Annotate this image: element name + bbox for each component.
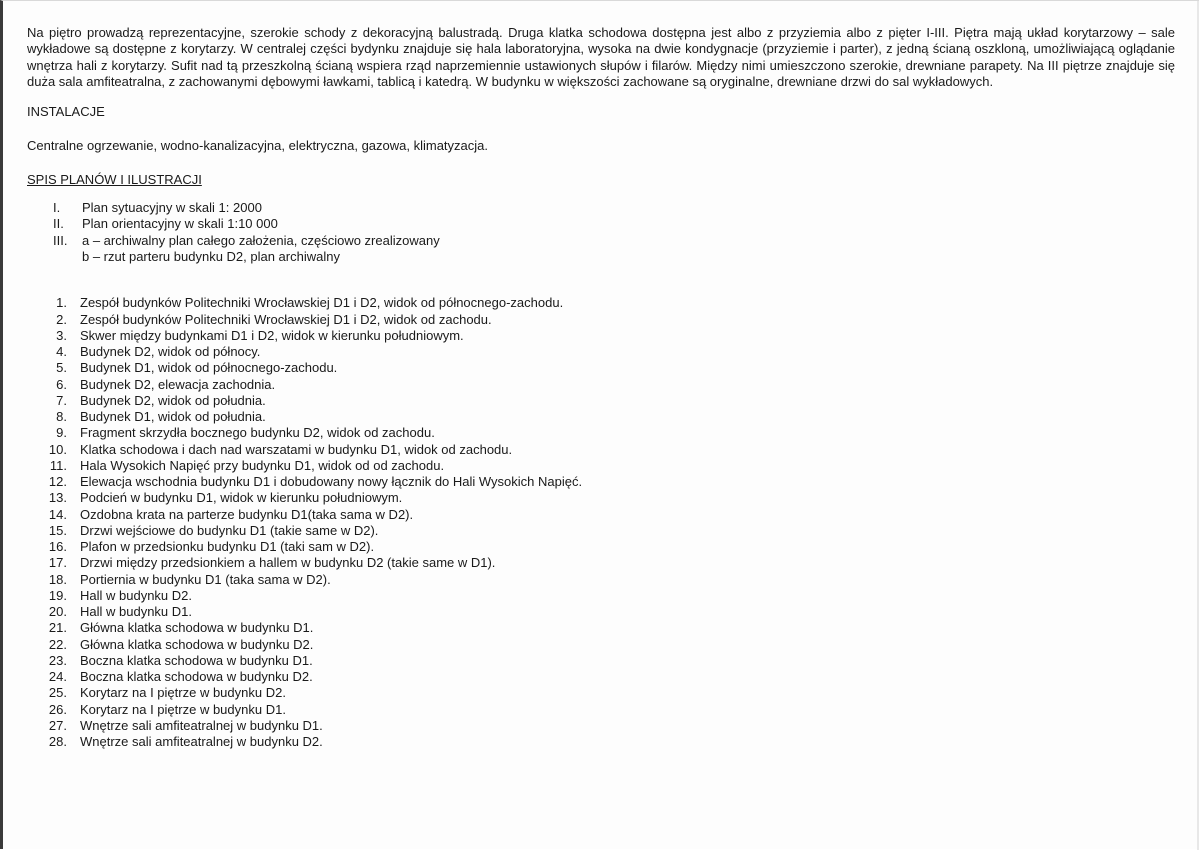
illustration-text: Budynek D2, elewacja zachodnia.: [80, 376, 276, 392]
illustration-list-item: [27, 295, 1175, 311]
illustration-text: Podcień w budynku D1, widok w kierunku południowym.: [80, 490, 403, 506]
plans-list-item: [27, 200, 1175, 216]
illustration-list-item: [27, 458, 1175, 474]
illustration-list-item: [27, 588, 1175, 604]
illustration-text: Drzwi wejściowe do budynku D1 (takie same w D2).: [80, 522, 379, 538]
illustration-number: 7.: [56, 392, 67, 408]
document-content: [27, 25, 1175, 750]
illustration-text: Wnętrze sali amfiteatralnej w budynku D2.: [80, 734, 323, 750]
plans-item-number: III.: [53, 232, 68, 248]
illustration-list-item: [27, 620, 1175, 636]
illustration-list-item: [27, 702, 1175, 718]
plans-list-item: [27, 249, 1175, 265]
illustration-number: 5.: [56, 360, 67, 376]
illustration-number: 20.: [48, 604, 67, 620]
illustration-number: 10.: [48, 441, 67, 457]
illustration-number: 15.: [48, 522, 67, 538]
illustration-list-item: [27, 377, 1175, 393]
illustration-list-item: [27, 312, 1175, 328]
illustration-list-item: [27, 539, 1175, 555]
illustration-number: 17.: [48, 555, 67, 571]
illustration-list-item: [27, 685, 1175, 701]
illustration-list-item: [27, 734, 1175, 750]
installations-heading: INSTALACJE: [27, 104, 105, 120]
illustration-list-item: [27, 490, 1175, 506]
illustration-list-item: [27, 604, 1175, 620]
illustration-list-item: [27, 442, 1175, 458]
illustration-number: 28.: [48, 734, 67, 750]
illustration-text: Boczna klatka schodowa w budynku D1.: [80, 652, 313, 668]
illustration-text: Hall w budynku D1.: [80, 604, 192, 620]
illustration-number: 6.: [56, 376, 67, 392]
illustration-number: 26.: [48, 701, 67, 717]
illustration-text: Budynek D1, widok od północnego-zachodu.: [80, 360, 338, 376]
illustration-list-item: [27, 474, 1175, 490]
illustration-text: Plafon w przedsionku budynku D1 (taki sam w D2).: [80, 539, 375, 555]
illustration-list-item: [27, 344, 1175, 360]
illustration-number: 25.: [48, 685, 67, 701]
illustration-text: Drzwi między przedsionkiem a hallem w budynku D2 (takie same w D1).: [80, 555, 496, 571]
plans-list-item: [27, 233, 1175, 249]
illustration-number: 11.: [49, 457, 67, 473]
illustration-number: 27.: [48, 717, 67, 733]
illustration-number: 1.: [56, 295, 67, 311]
illustration-list-item: [27, 409, 1175, 425]
plans-item-number: I.: [53, 200, 61, 216]
illustration-text: Zespół budynków Politechniki Wrocławskiej D1 i D2, widok od północnego-zachodu.: [80, 295, 564, 311]
illustration-text: Wnętrze sali amfiteatralnej w budynku D1.: [80, 717, 323, 733]
illustration-number: 3.: [56, 327, 67, 343]
illustration-number: 9.: [56, 425, 67, 441]
illustration-list-item: [27, 637, 1175, 653]
illustration-number: 12.: [48, 474, 67, 490]
illustration-number: 13.: [48, 490, 67, 506]
illustration-list-item: [27, 653, 1175, 669]
illustration-list-item: [27, 393, 1175, 409]
illustration-number: 4.: [56, 344, 67, 360]
intro-paragraph: Na piętro prowadzą reprezentacyjne, szerokie schody z dekoracyjną balustradą. Druga klatka schodowa dostępna jest albo z przyziemia albo z pięter I-III. Piętra mają układ korytarzowy – sale wykładowe są dostępne z korytarzy. W centralej części bydynku znajduje się hala laboratoryjna, wysoka na dwie kondygnacje (przyziemie i parter), z jedną ścianą oszkloną, umożliwiającą oglądanie wnętrza hali z korytarzy. Sufit nad tą przeszkolną ścianą wspiera rząd naprzemiennie ustawionych słupów i filarów. Między nimi umieszczono szerokie, drewniane parapety. Na III piętrze znajduje się duża sala amfiteatralna, z zachowanymi dębowymi ławkami, tablicą i katedrą. W budynku w większości zachowane są oryginalne, drewniane drzwi do sal wykładowych.: [27, 25, 1175, 89]
illustration-text: Zespół budynków Politechniki Wrocławskiej D1 i D2, widok od zachodu.: [80, 311, 492, 327]
illustration-number: 23.: [48, 652, 67, 668]
illustration-text: Korytarz na I piętrze w budynku D1.: [80, 701, 286, 717]
illustration-list-item: [27, 669, 1175, 685]
illustration-number: 22.: [48, 636, 67, 652]
plans-list: [27, 200, 1175, 265]
illustration-number: 14.: [48, 506, 67, 522]
illustration-text: Klatka schodowa i dach nad warszatami w budynku D1, widok od zachodu.: [80, 441, 513, 457]
illustration-list-item: [27, 572, 1175, 588]
plans-item-text: Plan orientacyjny w skali 1:10 000: [82, 216, 278, 232]
plans-item-text: Plan sytuacyjny w skali 1: 2000: [82, 200, 262, 216]
plans-heading: SPIS PLANÓW I ILUSTRACJI: [27, 172, 202, 188]
illustration-list-item: [27, 718, 1175, 734]
illustration-text: Budynek D1, widok od południa.: [80, 409, 266, 425]
illustration-text: Budynek D2, widok od północy.: [80, 344, 261, 360]
plans-list-item: [27, 216, 1175, 232]
illustration-text: Hala Wysokich Napięć przy budynku D1, widok od od zachodu.: [80, 457, 445, 473]
illustration-text: Główna klatka schodowa w budynku D1.: [80, 620, 314, 636]
illustration-text: Główna klatka schodowa w budynku D2.: [80, 636, 314, 652]
illustration-number: 24.: [48, 669, 67, 685]
illustration-list-item: [27, 507, 1175, 523]
illustration-text: Fragment skrzydła bocznego budynku D2, widok od zachodu.: [80, 425, 435, 441]
illustration-list-item: [27, 523, 1175, 539]
illustration-text: Korytarz na I piętrze w budynku D2.: [80, 685, 286, 701]
illustration-text: Boczna klatka schodowa w budynku D2.: [80, 669, 313, 685]
illustration-number: 2.: [56, 311, 67, 327]
illustrations-list: [27, 295, 1175, 750]
illustration-number: 21.: [48, 620, 67, 636]
illustration-text: Skwer między budynkami D1 i D2, widok w kierunku południowym.: [80, 327, 464, 343]
illustration-text: Ozdobna krata na parterze budynku D1(taka sama w D2).: [80, 506, 414, 522]
plans-item-number: II.: [53, 216, 64, 232]
illustration-number: 18.: [48, 571, 67, 587]
illustration-text: Portiernia w budynku D1 (taka sama w D2).: [80, 571, 331, 587]
illustration-list-item: [27, 360, 1175, 376]
illustration-list-item: [27, 425, 1175, 441]
illustration-list-item: [27, 555, 1175, 571]
illustration-number: 8.: [56, 409, 67, 425]
illustration-text: Budynek D2, widok od południa.: [80, 392, 266, 408]
plans-item-text: b – rzut parteru budynku D2, plan archiwalny: [82, 249, 340, 265]
illustration-number: 19.: [48, 587, 67, 603]
illustration-text: Elewacja wschodnia budynku D1 i dobudowany nowy łącznik do Hali Wysokich Napięć.: [80, 474, 583, 490]
installations-text: Centralne ogrzewanie, wodno-kanalizacyjna, elektryczna, gazowa, klimatyzacja.: [27, 138, 489, 154]
illustration-text: Hall w budynku D2.: [80, 587, 192, 603]
plans-item-text: a – archiwalny plan całego założenia, częściowo zrealizowany: [82, 232, 440, 248]
illustration-list-item: [27, 328, 1175, 344]
illustration-number: 16.: [48, 539, 67, 555]
